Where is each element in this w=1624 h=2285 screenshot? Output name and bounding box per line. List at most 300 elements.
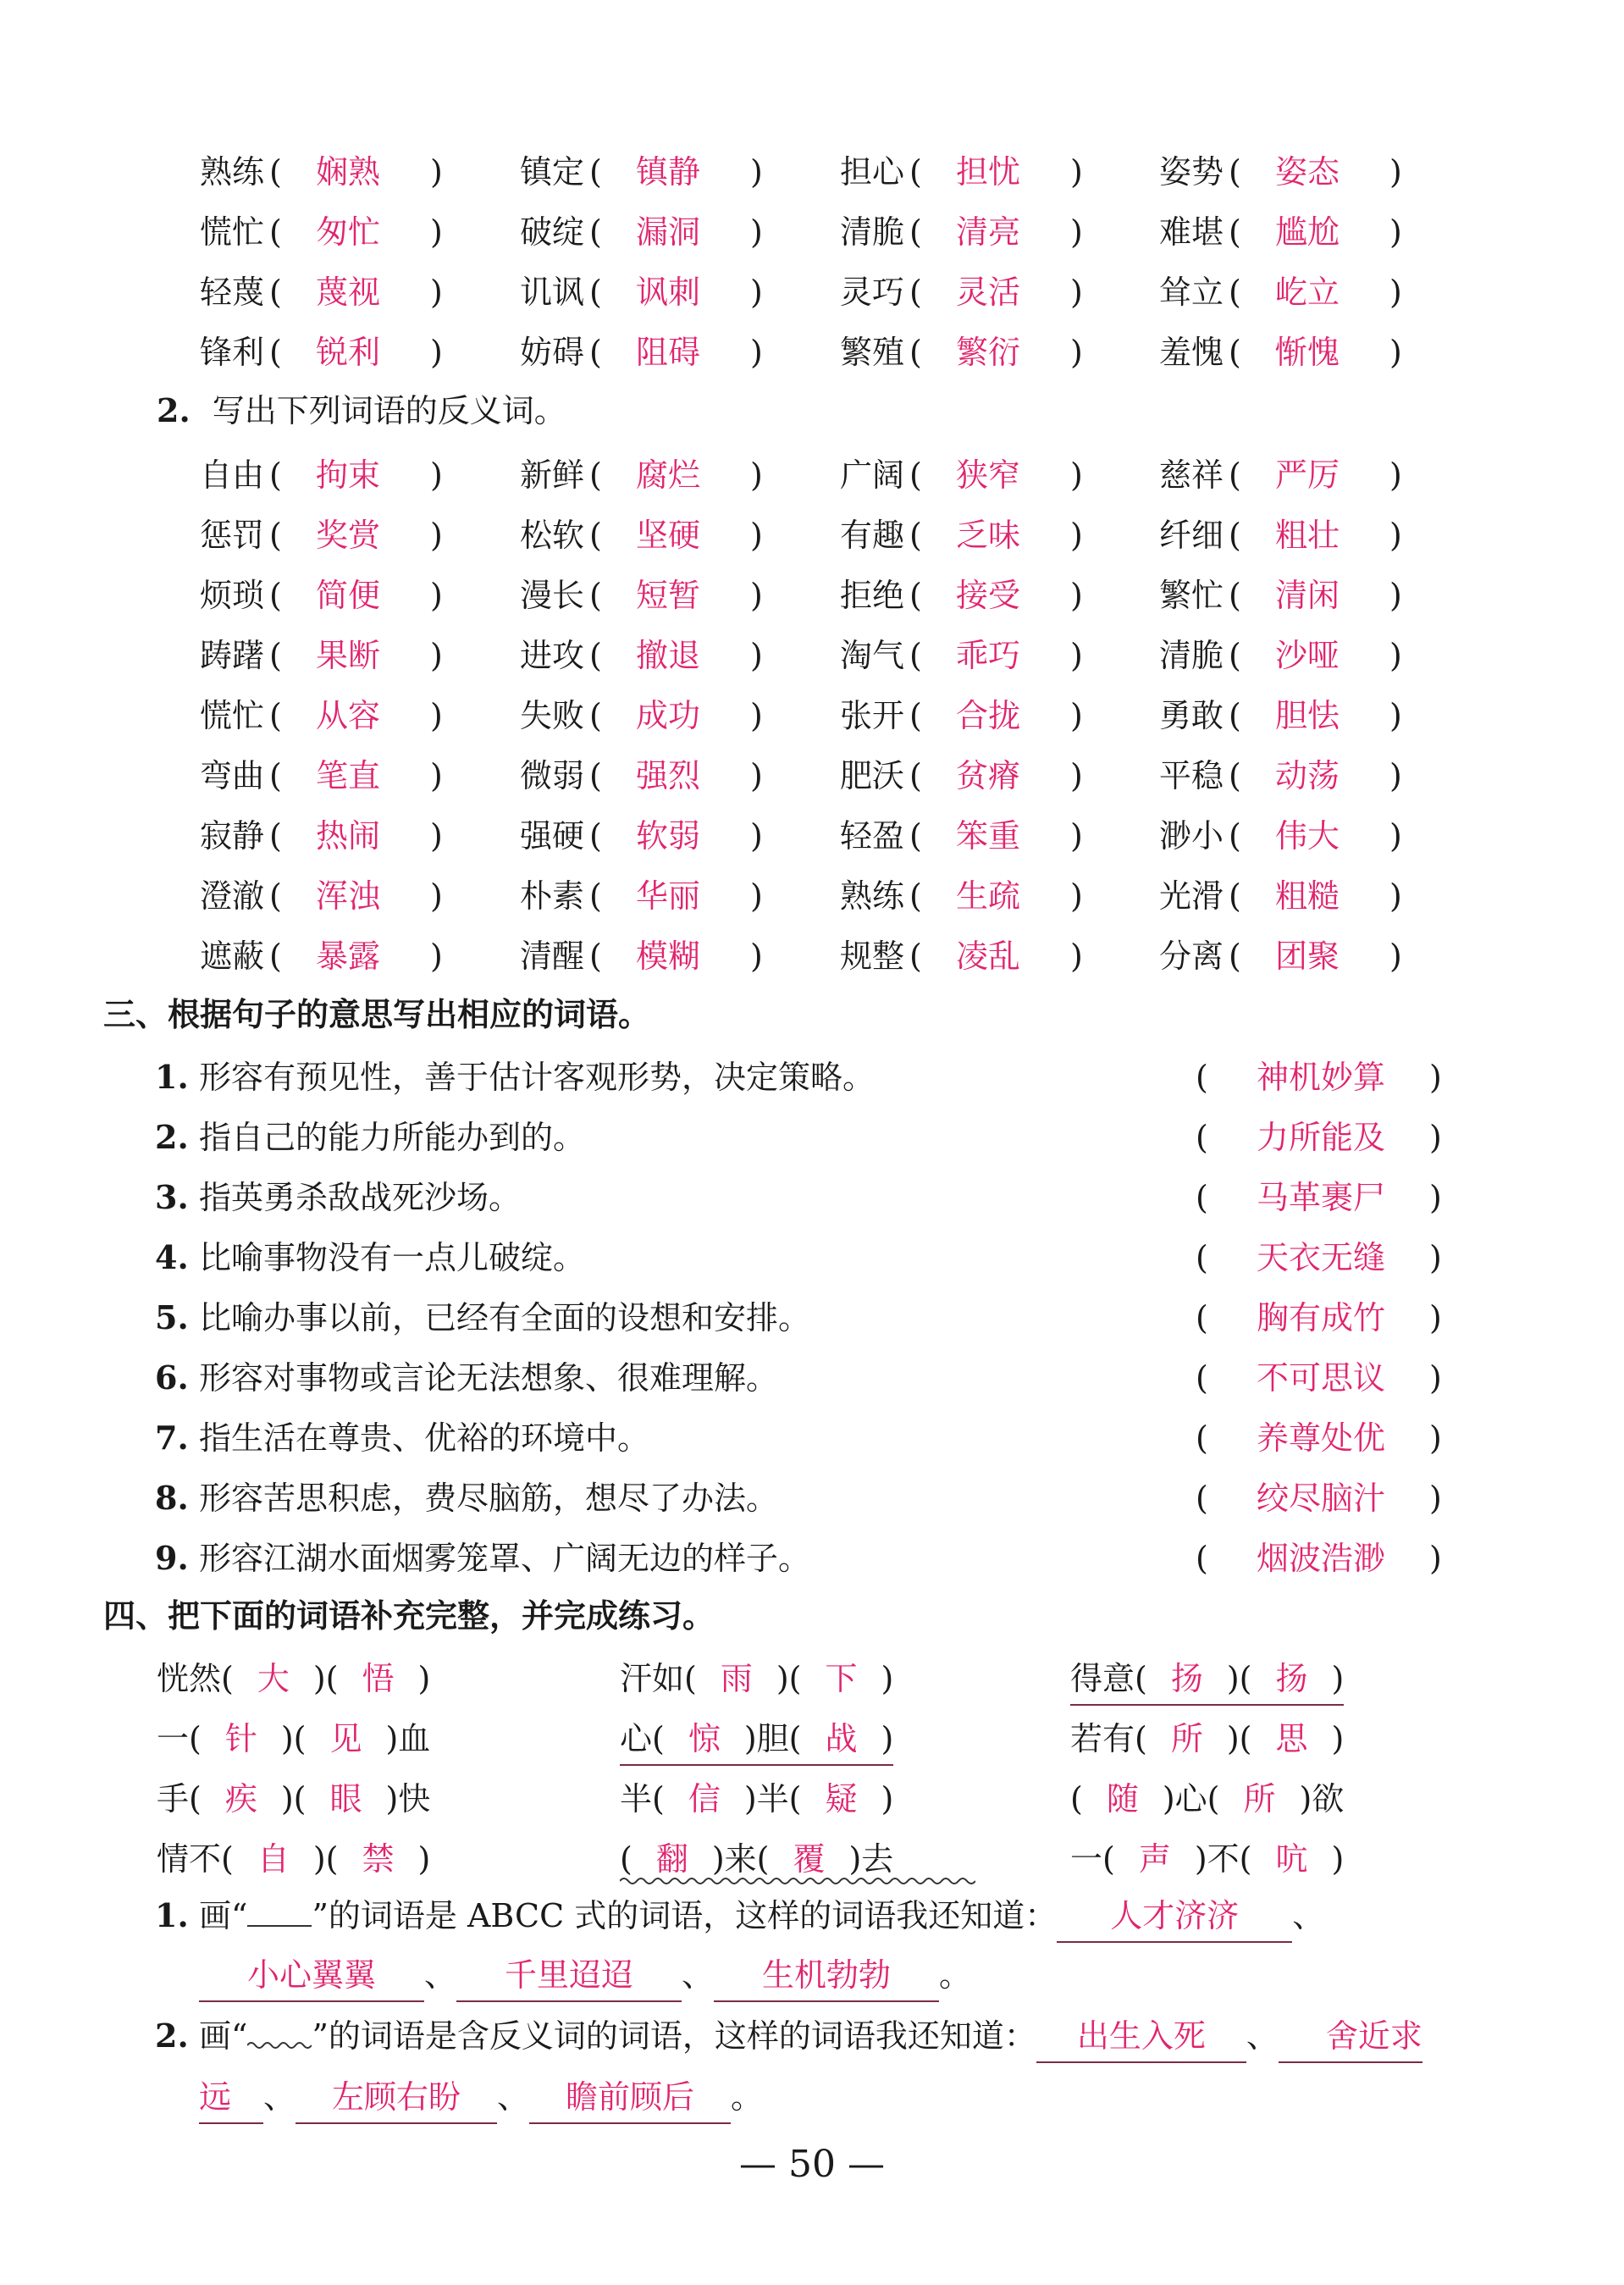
idiom-fill — [157, 1834, 430, 1884]
answer-text: 拘束 — [315, 456, 380, 494]
paren-open: ( — [589, 334, 602, 371]
definition-text: 形容有预见性，善于估计客观形势，决定策略。 — [199, 1059, 876, 1096]
straight-underline-sample — [247, 1925, 312, 1927]
word-prompt: 松软 — [520, 517, 585, 554]
idiom-fill — [620, 1653, 893, 1704]
paren-close: ) — [1070, 938, 1083, 975]
paren-open: ( — [269, 697, 282, 734]
paren-close: ) — [1429, 1299, 1442, 1336]
paren-close: ) — [750, 213, 763, 251]
word-row — [0, 267, 1624, 318]
idiom-text: )( — [280, 1720, 307, 1757]
paren-close: ) — [1389, 274, 1402, 311]
paren-open: ( — [1196, 1059, 1208, 1096]
word-prompt: 分离 — [1159, 938, 1224, 975]
idiom-fill — [157, 1773, 430, 1824]
paren-open: ( — [269, 577, 282, 614]
paren-close: ) — [430, 817, 443, 855]
paren-open: ( — [909, 274, 922, 311]
antonym-question — [157, 385, 566, 436]
answer-blank: 小心翼翼 — [199, 1950, 424, 2002]
idiom-text: 心( — [620, 1720, 665, 1757]
section-4-q1 — [0, 1890, 1624, 1941]
answer-char: 随 — [1106, 1780, 1139, 1817]
word-prompt: 灵巧 — [840, 274, 905, 311]
answer-char: 信 — [688, 1780, 721, 1817]
paren-close: ) — [430, 877, 443, 915]
paren-close: ) — [1429, 1419, 1442, 1457]
word-prompt: 踌躇 — [200, 637, 265, 674]
paren-open: ( — [269, 213, 282, 251]
idiom-text: ) — [1331, 1660, 1345, 1697]
word-prompt: 姿势 — [1159, 153, 1224, 191]
answer-blank: 左顾右盼 — [296, 2072, 497, 2124]
word-prompt: 惩罚 — [200, 517, 265, 554]
paren-open: ( — [269, 637, 282, 674]
answer-text: 腐烂 — [635, 456, 700, 494]
word-prompt: 清醒 — [520, 938, 585, 975]
definition-item — [0, 1413, 1624, 1463]
answer-blank: 千里迢迢 — [456, 1950, 682, 2002]
answer-text: 姿态 — [1274, 153, 1340, 191]
answer-text: 乏味 — [955, 517, 1020, 554]
answer-text: 力所能及 — [1256, 1119, 1385, 1156]
idiom-text: ) — [1331, 1840, 1345, 1878]
answer-text: 烟波浩渺 — [1256, 1540, 1385, 1577]
paren-close: ) — [1070, 877, 1083, 915]
answer-blank: 人才济济 — [1057, 1890, 1292, 1943]
answer-text: 养尊处优 — [1256, 1419, 1385, 1457]
paren-open: ( — [1229, 938, 1241, 975]
answer-text: 娴熟 — [315, 153, 380, 191]
definition-text: 指自己的能力所能办到的。 — [199, 1119, 586, 1156]
paren-close: ) — [430, 637, 443, 674]
definition-item — [0, 1353, 1624, 1403]
idiom-row — [0, 1713, 1624, 1764]
answer-text: 绞尽脑汁 — [1256, 1480, 1385, 1517]
paren-open: ( — [589, 274, 602, 311]
word-prompt: 熟练 — [200, 153, 265, 191]
paren-open: ( — [589, 637, 602, 674]
idiom-text: 恍然( — [157, 1660, 234, 1697]
paren-open: ( — [1229, 274, 1241, 311]
idiom-fill — [1070, 1834, 1344, 1884]
answer-text: 贫瘠 — [955, 757, 1020, 794]
section-4-q1-cont: 小心翼翼 、 千里迢迢 、 生机勃勃 。 — [0, 1950, 1624, 2000]
definition-item — [0, 1232, 1624, 1283]
idiom-text: )( — [312, 1840, 339, 1878]
idiom-text: )( — [776, 1660, 802, 1697]
answer-text: 动荡 — [1274, 757, 1340, 794]
paren-close: ) — [1389, 637, 1402, 674]
paren-close: ) — [750, 274, 763, 311]
answer-text: 阻碍 — [635, 334, 700, 371]
answer-text: 严厉 — [1274, 456, 1340, 494]
answer-char: 惊 — [688, 1720, 721, 1757]
paren-open: ( — [1196, 1480, 1208, 1517]
paren-close: ) — [1389, 334, 1402, 371]
word-prompt: 规整 — [840, 938, 905, 975]
wavy-underline-sample — [247, 2022, 312, 2047]
paren-open: ( — [269, 517, 282, 554]
word-prompt: 慌忙 — [200, 213, 265, 251]
paren-close: ) — [430, 274, 443, 311]
paren-open: ( — [589, 817, 602, 855]
paren-open: ( — [1196, 1239, 1208, 1276]
paren-close: ) — [1389, 757, 1402, 794]
question-number: 2. — [155, 1118, 189, 1156]
paren-open: ( — [589, 877, 602, 915]
question-number: 5. — [155, 1298, 189, 1336]
answer-text: 惭愧 — [1274, 334, 1340, 371]
answer-text: 软弱 — [635, 817, 700, 855]
word-prompt: 镇定 — [520, 153, 585, 191]
answer-text: 锐利 — [315, 334, 380, 371]
answer-char: 吭 — [1275, 1840, 1308, 1878]
answer-text: 镇静 — [635, 153, 700, 191]
answer-text: 粗壮 — [1274, 517, 1340, 554]
paren-close: ) — [430, 153, 443, 191]
answer-text: 清闲 — [1274, 577, 1340, 614]
answer-char: 思 — [1275, 1720, 1308, 1757]
word-row — [0, 690, 1624, 741]
word-prompt: 朴素 — [520, 877, 585, 915]
paren-open: ( — [909, 817, 922, 855]
wavy-underline — [620, 1876, 975, 1886]
definition-text: 形容苦思积虑，费尽脑筋，想尽了办法。 — [199, 1480, 779, 1517]
idiom-fill — [620, 1834, 893, 1884]
idiom-text: ( — [1070, 1780, 1083, 1817]
definition-item — [0, 1052, 1624, 1103]
definition-text: 比喻事物没有一点儿破绽。 — [199, 1239, 586, 1276]
word-row — [0, 871, 1624, 921]
answer-char: 战 — [825, 1720, 858, 1757]
answer-text: 强烈 — [635, 757, 700, 794]
paren-open: ( — [909, 637, 922, 674]
word-prompt: 轻蔑 — [200, 274, 265, 311]
section-3-title: 三、根据句子的意思写出相应的词语。 — [103, 995, 651, 1033]
paren-close: ) — [1070, 213, 1083, 251]
paren-open: ( — [1229, 817, 1241, 855]
paren-close: ) — [1389, 517, 1402, 554]
question-number: 3. — [155, 1178, 189, 1216]
idiom-text: 若有( — [1070, 1720, 1147, 1757]
paren-open: ( — [1196, 1419, 1208, 1457]
answer-text: 讽刺 — [635, 274, 700, 311]
word-prompt: 广阔 — [840, 456, 905, 494]
paren-open: ( — [1229, 153, 1241, 191]
answer-char: 悟 — [362, 1660, 395, 1697]
definition-text: 比喻办事以前，已经有全面的设想和安排。 — [199, 1299, 811, 1336]
paren-open: ( — [1229, 334, 1241, 371]
idiom-text: ( — [620, 1840, 632, 1878]
paren-open: ( — [589, 577, 602, 614]
paren-open: ( — [909, 697, 922, 734]
paren-open: ( — [1196, 1299, 1208, 1336]
answer-text: 胆怯 — [1274, 697, 1340, 734]
paren-open: ( — [269, 153, 282, 191]
answer-text: 坚硬 — [635, 517, 700, 554]
idiom-text: 得意( — [1070, 1660, 1147, 1697]
answer-text: 屹立 — [1274, 274, 1340, 311]
paren-open: ( — [909, 213, 922, 251]
word-prompt: 自由 — [200, 456, 265, 494]
answer-char: 声 — [1138, 1840, 1171, 1878]
word-prompt: 弯曲 — [200, 757, 265, 794]
paren-open: ( — [589, 517, 602, 554]
paren-close: ) — [750, 456, 763, 494]
word-prompt: 慌忙 — [200, 697, 265, 734]
paren-open: ( — [589, 938, 602, 975]
paren-close: ) — [750, 877, 763, 915]
answer-text: 清亮 — [955, 213, 1020, 251]
paren-open: ( — [1229, 213, 1241, 251]
paren-open: ( — [1196, 1119, 1208, 1156]
paren-close: ) — [1070, 637, 1083, 674]
answer-text: 果断 — [315, 637, 380, 674]
idiom-text: 半( — [620, 1780, 665, 1817]
question-text: 画“ ”的词语是含反义词的词语，这样的词语我还知道： 出生入死 、 舍近求 — [199, 2011, 1422, 2063]
paren-open: ( — [269, 456, 282, 494]
word-row — [0, 570, 1624, 621]
idiom-text: )半( — [743, 1780, 802, 1817]
idiom-text: ) — [1331, 1720, 1345, 1757]
paren-open: ( — [269, 817, 282, 855]
answer-text: 简便 — [315, 577, 380, 614]
idiom-text: )来( — [711, 1840, 770, 1878]
idiom-row — [0, 1834, 1624, 1884]
paren-close: ) — [1389, 456, 1402, 494]
paren-close: ) — [750, 517, 763, 554]
idiom-text: 一( — [1070, 1840, 1115, 1878]
idiom-text: )( — [1226, 1660, 1252, 1697]
paren-open: ( — [1196, 1359, 1208, 1397]
answer-text: 乖巧 — [955, 637, 1020, 674]
definition-text: 指英勇杀敌战死沙场。 — [199, 1179, 522, 1216]
word-prompt: 繁殖 — [840, 334, 905, 371]
word-row — [0, 450, 1624, 501]
paren-close: ) — [1429, 1179, 1442, 1216]
paren-close: ) — [1070, 274, 1083, 311]
paren-close: ) — [1070, 577, 1083, 614]
answer-text: 笔直 — [315, 757, 380, 794]
paren-open: ( — [1196, 1540, 1208, 1577]
page-number: — 50 — — [739, 2143, 885, 2186]
idiom-text: )不( — [1194, 1840, 1252, 1878]
answer-text: 浑浊 — [315, 877, 380, 915]
paren-open: ( — [1229, 757, 1241, 794]
paren-close: ) — [1429, 1359, 1442, 1397]
question-number: 7. — [155, 1419, 189, 1457]
paren-open: ( — [269, 877, 282, 915]
answer-blank-part: 舍近求 — [1279, 2011, 1422, 2063]
paren-close: ) — [750, 938, 763, 975]
answer-char: 翻 — [655, 1840, 688, 1878]
idiom-text: )快 — [385, 1780, 431, 1817]
paren-close: ) — [1389, 877, 1402, 915]
word-prompt: 妨碍 — [520, 334, 585, 371]
answer-text: 匆忙 — [315, 213, 380, 251]
answer-text: 奖赏 — [315, 517, 380, 554]
idiom-text: )心( — [1162, 1780, 1220, 1817]
word-prompt: 新鲜 — [520, 456, 585, 494]
idiom-text: )胆( — [743, 1720, 802, 1757]
word-prompt: 寂静 — [200, 817, 265, 855]
answer-text: 神机妙算 — [1256, 1059, 1385, 1096]
paren-close: ) — [1070, 757, 1083, 794]
answer-text: 笨重 — [955, 817, 1020, 855]
answer-char: 禁 — [362, 1840, 395, 1878]
paren-close: ) — [750, 577, 763, 614]
idiom-text: )( — [280, 1780, 307, 1817]
answer-char: 下 — [825, 1660, 858, 1697]
word-prompt: 慈祥 — [1159, 456, 1224, 494]
answer-text: 华丽 — [635, 877, 700, 915]
word-prompt: 清脆 — [840, 213, 905, 251]
word-prompt: 有趣 — [840, 517, 905, 554]
answer-blank: 瞻前顾后 — [529, 2072, 731, 2124]
answer-text: 合拢 — [955, 697, 1020, 734]
word-prompt: 肥沃 — [840, 757, 905, 794]
idiom-text: 手( — [157, 1780, 202, 1817]
paren-open: ( — [589, 153, 602, 191]
answer-text: 伟大 — [1274, 817, 1340, 855]
answer-text: 不可思议 — [1256, 1359, 1385, 1397]
paren-close: ) — [750, 334, 763, 371]
paren-open: ( — [909, 757, 922, 794]
answer-char: 眼 — [329, 1780, 362, 1817]
paren-close: ) — [750, 697, 763, 734]
answer-text: 从容 — [315, 697, 380, 734]
answer-text: 凌乱 — [955, 938, 1020, 975]
definition-text: 形容江湖水面烟雾笼罩、广阔无边的样子。 — [199, 1540, 811, 1577]
word-row — [0, 327, 1624, 378]
paren-close: ) — [1429, 1119, 1442, 1156]
word-prompt: 轻盈 — [840, 817, 905, 855]
word-row — [0, 147, 1624, 197]
word-prompt: 勇敢 — [1159, 697, 1224, 734]
word-prompt: 强硬 — [520, 817, 585, 855]
answer-text: 热闹 — [315, 817, 380, 855]
answer-char: 雨 — [720, 1660, 753, 1697]
paren-close: ) — [1070, 697, 1083, 734]
answer-char: 针 — [224, 1720, 257, 1757]
definition-item — [0, 1473, 1624, 1524]
answer-text: 马革裹尸 — [1256, 1179, 1385, 1216]
word-prompt: 担心 — [840, 153, 905, 191]
paren-close: ) — [430, 213, 443, 251]
idiom-text: ) — [881, 1780, 894, 1817]
paren-open: ( — [1196, 1179, 1208, 1216]
paren-close: ) — [430, 938, 443, 975]
paren-close: ) — [430, 334, 443, 371]
question-number: 1. — [155, 1058, 189, 1096]
idiom-text: )血 — [385, 1720, 431, 1757]
idiom-fill — [157, 1713, 430, 1764]
paren-close: ) — [430, 757, 443, 794]
paren-open: ( — [589, 456, 602, 494]
word-prompt: 微弱 — [520, 757, 585, 794]
idiom-text: )( — [312, 1660, 339, 1697]
paren-close: ) — [1070, 334, 1083, 371]
word-row — [0, 510, 1624, 561]
paren-open: ( — [909, 456, 922, 494]
paren-close: ) — [750, 757, 763, 794]
word-prompt: 锋利 — [200, 334, 265, 371]
word-prompt: 失败 — [520, 697, 585, 734]
word-prompt: 讥讽 — [520, 274, 585, 311]
idiom-text: )( — [1226, 1720, 1252, 1757]
word-prompt: 拒绝 — [840, 577, 905, 614]
word-prompt: 繁忙 — [1159, 577, 1224, 614]
idiom-text: ) — [417, 1840, 431, 1878]
idiom-text: 情不( — [157, 1840, 234, 1878]
answer-char: 扬 — [1275, 1660, 1308, 1697]
idiom-text: 一( — [157, 1720, 202, 1757]
definition-item — [0, 1533, 1624, 1584]
paren-close: ) — [1070, 153, 1083, 191]
question-text: 画“ ”的词语是 ABCC 式的词语，这样的词语我还知道： 人才济济 、 — [199, 1890, 1324, 1943]
question-text: 写出下列词语的反义词。 — [212, 392, 566, 429]
paren-open: ( — [269, 334, 282, 371]
question-number: 6. — [155, 1358, 189, 1397]
paren-open: ( — [909, 517, 922, 554]
word-prompt: 张开 — [840, 697, 905, 734]
idiom-fill — [1070, 1773, 1344, 1824]
answer-char: 所 — [1170, 1720, 1203, 1757]
paren-close: ) — [430, 577, 443, 614]
definition-item — [0, 1292, 1624, 1343]
paren-close: ) — [1389, 213, 1402, 251]
word-prompt: 熟练 — [840, 877, 905, 915]
answer-text: 天衣无缝 — [1256, 1239, 1385, 1276]
paren-open: ( — [589, 757, 602, 794]
paren-open: ( — [269, 938, 282, 975]
paren-close: ) — [1389, 153, 1402, 191]
idiom-text: ) — [881, 1660, 894, 1697]
idiom-fill — [1070, 1653, 1344, 1706]
idiom-text: ) — [417, 1660, 431, 1697]
word-row — [0, 750, 1624, 801]
question-number: 8. — [155, 1479, 189, 1517]
question-number: 2. — [157, 391, 191, 429]
idiom-row — [0, 1773, 1624, 1824]
answer-text: 担忧 — [955, 153, 1020, 191]
definition-text: 形容对事物或言论无法想象、很难理解。 — [199, 1359, 779, 1397]
word-row — [0, 207, 1624, 257]
idiom-fill — [620, 1773, 893, 1824]
answer-char: 覆 — [793, 1840, 826, 1878]
answer-text: 撤退 — [635, 637, 700, 674]
definition-text: 指生活在尊贵、优裕的环境中。 — [199, 1419, 650, 1457]
paren-close: ) — [1429, 1540, 1442, 1577]
paren-close: ) — [430, 517, 443, 554]
question-number: 2. — [155, 2017, 189, 2055]
answer-text: 胸有成竹 — [1256, 1299, 1385, 1336]
word-prompt: 漫长 — [520, 577, 585, 614]
answer-char: 疑 — [825, 1780, 858, 1817]
section-4-q2-cont: 远 、 左顾右盼 、 瞻前顾后 。 — [0, 2072, 1624, 2122]
answer-blank: 出生入死 — [1036, 2011, 1246, 2063]
paren-open: ( — [1229, 517, 1241, 554]
answer-text: 沙哑 — [1274, 637, 1340, 674]
word-prompt: 难堪 — [1159, 213, 1224, 251]
paren-open: ( — [909, 938, 922, 975]
paren-close: ) — [1389, 697, 1402, 734]
question-number: 1. — [155, 1896, 189, 1934]
definition-item — [0, 1172, 1624, 1223]
paren-open: ( — [589, 697, 602, 734]
